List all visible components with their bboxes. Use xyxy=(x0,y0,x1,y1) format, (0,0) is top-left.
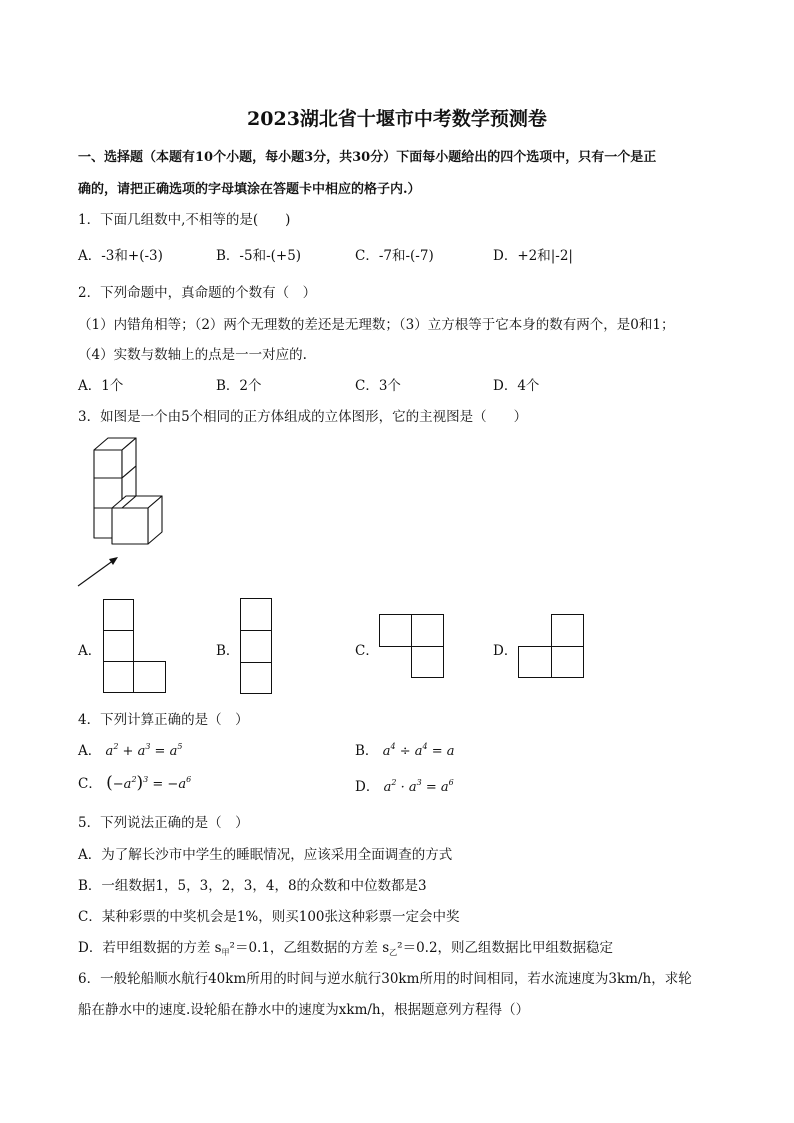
q3-option-c-label: C． xyxy=(355,643,379,659)
q2-statement-line2: （4）实数与数轴上的点是一一对应的. xyxy=(78,347,307,363)
q3-option-c-figure xyxy=(379,614,444,678)
q5-option-d xyxy=(78,936,613,958)
q5-stem: 5．下列说法正确的是（ ） xyxy=(78,815,249,831)
q3-stem: 3．如图是一个由5个相同的正方体组成的立体图形，它的主视图是（ ） xyxy=(78,409,528,425)
q4-option-a-formula: $a^2 + a^3 = a^5$ xyxy=(105,742,183,759)
q5-option-a: A．为了解长沙市中学生的睡眠情况，应该采用全面调查的方式 xyxy=(78,847,453,863)
q2-option-b: B．2个 xyxy=(216,378,262,394)
q3-option-d-figure xyxy=(518,614,584,678)
q1-option-c: C．-7和-(-7) xyxy=(355,248,434,264)
q3-option-a-label: A． xyxy=(78,643,102,659)
q1-option-d: D．+2和|-2| xyxy=(493,248,573,264)
q4-option-b xyxy=(355,739,455,759)
q5-option-d-text-1: D．若甲组数据的方差 s xyxy=(78,940,222,956)
q5-option-d-text-2: ²＝0.1，乙组数据的方差 s xyxy=(229,940,390,956)
q2-option-a: A．1个 xyxy=(78,378,124,394)
q1-option-a: A．-3和+(-3) xyxy=(78,248,163,264)
q3-option-b-figure xyxy=(240,598,272,694)
q2-statement-line1: （1）内错角相等；（2）两个无理数的差还是无理数；（3）立方根等于它本身的数有两个，是0和1； xyxy=(78,317,675,333)
q5-option-d-sub-2: 乙 xyxy=(389,948,398,957)
q5-option-c: C．某种彩票的中奖机会是1%，则买100张这种彩票一定会中奖 xyxy=(78,909,460,925)
q6-stem-line2: 船在静水中的速度.设轮船在静水中的速度为xkm/h，根据题意列方程得（） xyxy=(78,1002,530,1018)
page-title: 2023湖北省十堰市中考数学预测卷 xyxy=(247,108,547,130)
q3-option-a-figure xyxy=(103,599,167,694)
q2-option-c: C．3个 xyxy=(355,378,401,394)
q4-option-b-formula: $a^4 \div a^4 = a$ xyxy=(382,742,455,759)
q4-option-b-label: B． xyxy=(355,743,379,759)
q6-stem-line1: 6．一般轮船顺水航行40km所用的时间与逆水航行30km所用的时间相同，若水流速度为3km/h，求轮 xyxy=(78,971,692,987)
q1-option-b: B．-5和-(+5) xyxy=(216,248,302,264)
q4-option-a-label: A． xyxy=(78,743,102,759)
q1-stem: 1．下面几组数中,不相等的是( ) xyxy=(78,212,291,228)
q4-option-c-formula: $(-a^2)^3 = -a^6$ xyxy=(106,773,192,793)
q5-option-b: B．一组数据1，5，3，2，3，4，8的众数和中位数都是3 xyxy=(78,878,427,894)
section-instruction-line2: 确的，请把正确选项的字母填涂在答题卡中相应的格子内.） xyxy=(78,182,421,197)
q4-option-c xyxy=(78,772,191,793)
q4-option-d xyxy=(355,775,454,795)
q4-stem: 4．下列计算正确的是（ ） xyxy=(78,712,249,728)
q5-option-d-sub-1: 甲 xyxy=(221,948,230,957)
q3-option-b-label: B． xyxy=(216,643,240,659)
q3-option-d-label: D． xyxy=(493,643,518,659)
q4-option-c-label: C． xyxy=(78,776,102,792)
q4-option-d-label: D． xyxy=(355,779,380,795)
q5-option-d-text-3: ²＝0.2，则乙组数据比甲组数据稳定 xyxy=(397,940,614,956)
q4-option-a xyxy=(78,739,182,759)
q2-option-d: D．4个 xyxy=(493,378,540,394)
q2-stem: 2．下列命题中，真命题的个数有（ ） xyxy=(78,285,317,301)
q3-solid-figure xyxy=(74,436,174,591)
q4-option-d-formula: $a^2 \cdot a^3 = a^6$ xyxy=(383,778,454,795)
section-instruction-line1: 一、选择题（本题有10个小题，每小题3分，共30分）下面每小题给出的四个选项中，只有一个是正 xyxy=(78,150,657,165)
